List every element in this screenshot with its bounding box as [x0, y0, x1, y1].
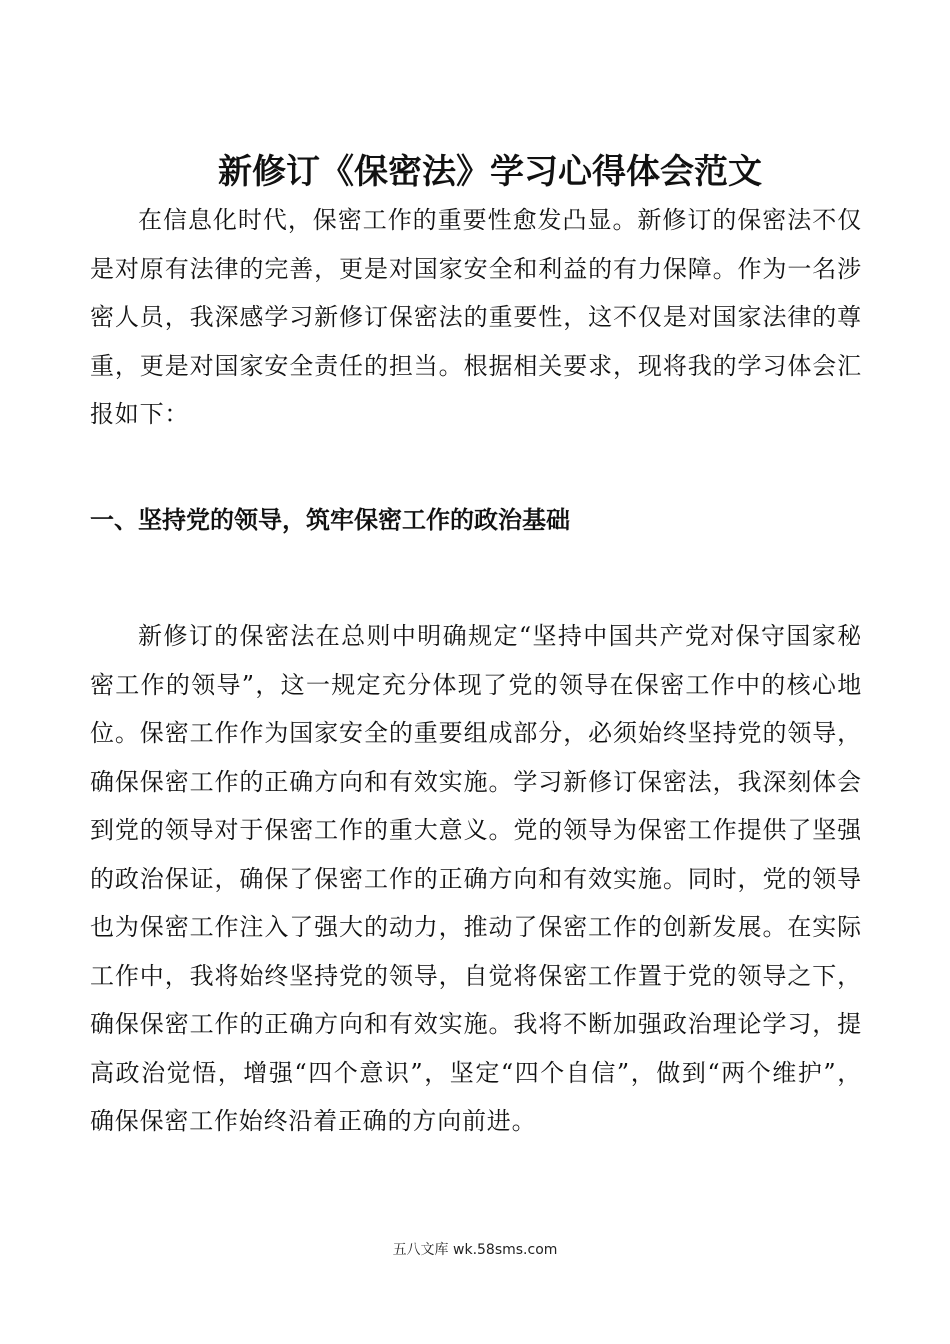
section-heading: 一、坚持党的领导，筑牢保密工作的政治基础 [90, 506, 570, 534]
footer-watermark: 五八文库 wk.58sms.com [392, 1242, 558, 1258]
document-title: 新修订《保密法》学习心得体会范文 [218, 152, 762, 192]
intro-paragraph: 在信息化时代，保密工作的重要性愈发凸显。新修订的保密法不仅是对原有法律的完善，更是对国家安全和利益的有力保障。作为一名涉密人员，我深感学习新修订保密法的重要性，这不仅是对国家法律的尊重，更是对国家安全责任的担当。根据相关要求，现将我的学习体会汇报如下： [90, 206, 862, 428]
section-paragraph: 新修订的保密法在总则中明确规定“坚持中国共产党对保守国家秘密工作的领导”，这一规定充分体现了党的领导在保密工作中的核心地位。保密工作作为国家安全的重要组成部分，必须始终坚持党的领导，确保保密工作的正确方向和有效实施。学习新修订保密法，我深刻体会到党的领导对于保密工作的重大意义。党的领导为保密工作提供了坚强的政治保证，确保了保密工作的正确方向和有效实施。同时，党的领导也为保密工作注入了强大的动力，推动了保密工作的创新发展。在实际工作中，我将始终坚持党的领导，自觉将保密工作置于党的领导之下，确保保密工作的正确方向和有效实施。我将不断加强政治理论学习，提高政治觉悟，增强“四个意识”，坚定“四个自信”，做到“两个维护”，确保保密工作始终沿着正确的方向前进。 [90, 622, 862, 1135]
